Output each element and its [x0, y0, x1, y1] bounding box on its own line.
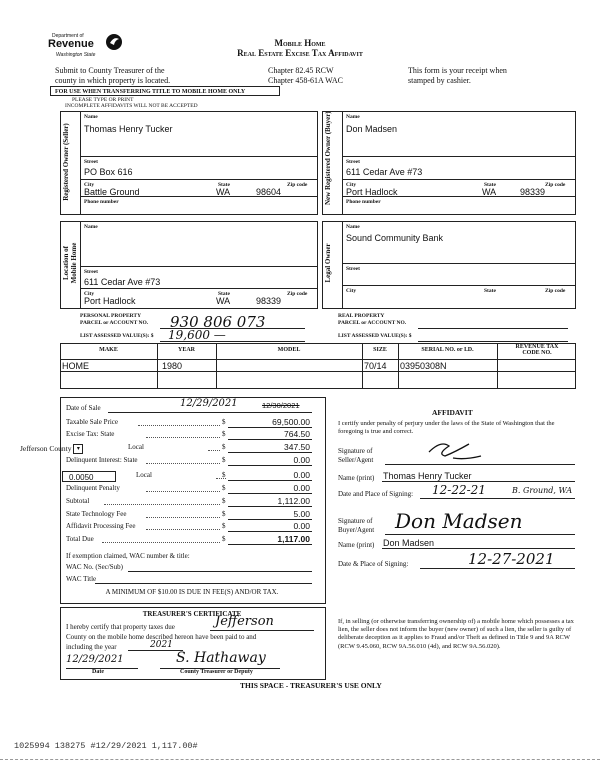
buyer-phone-label: Phone number	[346, 199, 381, 205]
date-of-sale-value: 12/29/2021	[180, 398, 238, 409]
logo-agency-state: Washington State	[56, 52, 96, 58]
form-title-line1: Mobile Home	[274, 38, 326, 48]
leader-dots	[104, 504, 220, 505]
treasurer-signature: S. Hathaway	[176, 650, 266, 666]
buyer-section-label: New Registered Owner (Buyer)	[324, 111, 332, 205]
subtotal-value: 1,112.00	[277, 496, 310, 506]
buyer-city: Port Hadlock	[346, 187, 398, 197]
legal-owner-section-label: Legal Owner	[324, 243, 332, 283]
total-due-dollar: $	[222, 535, 226, 543]
delinquent-penalty-dollar: $	[222, 484, 226, 492]
treasurer-use-only: THIS SPACE - TREASURER'S USE ONLY	[240, 681, 382, 690]
seller-city-label: City	[84, 182, 95, 188]
seller-date-place-label: Date and Place of Signing:	[338, 490, 414, 498]
personal-assessed-label: LIST ASSESSED VALUE(S): $	[80, 333, 154, 339]
row1-make: HOME	[62, 361, 89, 371]
state-technology-fee-dollar: $	[222, 510, 226, 518]
seller-name-print: Thomas Henry Tucker	[383, 471, 472, 481]
seller-section-label: Registered Owner (Seller)	[62, 123, 70, 201]
total-due-value: 1,117.00	[277, 534, 310, 544]
state-technology-fee-value: 5.00	[293, 509, 310, 519]
col-model: MODEL	[277, 347, 301, 353]
seller-name-label: Name	[84, 114, 98, 120]
seller-signature-label	[338, 447, 373, 465]
row1-size: 70/14	[364, 361, 387, 371]
excise-tax-state-dollar: $	[222, 430, 226, 438]
seller-street-label: Street	[84, 159, 98, 165]
chapter-line1: Chapter 82.45 RCW	[268, 66, 334, 75]
local-rate: 0.0050	[69, 473, 94, 482]
use-notice: FOR USE WHEN TRANSFERRING TITLE TO MOBILE HOME ONLY	[55, 89, 246, 95]
real-assessed-label: LIST ASSESSED VALUE(S): $	[338, 333, 412, 339]
buyer-date-signed: 12-27-2021	[468, 550, 555, 568]
col-year: YEAR	[177, 347, 195, 353]
buyer-signature-label	[338, 517, 374, 535]
legal-owner-zip-label: Zip code	[545, 288, 566, 294]
logo-agency-small: Department of	[52, 33, 84, 39]
seller-city: Battle Ground	[84, 187, 140, 197]
seller-phone-label: Phone number	[84, 199, 119, 205]
buyer-city-label: City	[346, 182, 357, 188]
leader-dots	[146, 463, 220, 464]
subtotal-dollar: $	[222, 497, 226, 505]
exemption-label: If exemption claimed, WAC number & title:	[66, 552, 190, 560]
buyer-name-print: Don Madsen	[383, 538, 435, 548]
seller-street: PO Box 616	[84, 167, 133, 177]
legal-owner-street-label: Street	[346, 266, 360, 272]
col-serial: SERIAL NO. or I.D.	[421, 347, 474, 353]
date-of-sale-struck: 12/30/2021	[262, 401, 300, 410]
location-street: 611 Cedar Ave #73	[84, 277, 161, 287]
affidavit-processing-fee-dollar: $	[222, 522, 226, 530]
delinquent-interest-local-dollar: $	[222, 471, 226, 479]
delinquent-interest-state-dollar: $	[222, 456, 226, 464]
buyer-sig-label2: Buyer/Agent	[338, 526, 375, 534]
col-revenue-code: REVENUE TAX CODE NO.	[515, 344, 559, 356]
form-title	[200, 38, 400, 58]
seller-state-label: State	[218, 182, 230, 188]
personal-assessed-value: 19,600 —	[168, 328, 226, 342]
delinquent-penalty-value: 0.00	[293, 483, 310, 493]
leader-dots	[138, 425, 220, 426]
seller-date-signed: 12-22-21	[432, 483, 486, 497]
seller-place-signed: B. Ground, WA	[512, 486, 573, 495]
location-state: WA	[216, 296, 231, 306]
leader-dots	[146, 437, 220, 438]
leader-dots	[146, 517, 220, 518]
submit-instructions	[55, 66, 170, 86]
treasurer-date-label: Date	[92, 669, 104, 675]
excise-tax-state-label: Excise Tax: State	[66, 430, 115, 438]
col-size: SIZE	[373, 347, 387, 353]
wac-no-label: WAC No. (Sec/Sub)	[66, 563, 123, 571]
affidavit-processing-fee-value: 0.00	[293, 521, 310, 531]
location-label-line2: Mobile Home	[70, 242, 78, 284]
submit-line1: Submit to County Treasurer of the	[55, 66, 165, 75]
chapter-line2: Chapter 458-61A WAC	[268, 76, 343, 85]
state-technology-fee-label: State Technology Fee	[66, 510, 127, 518]
location-street-label: Street	[84, 269, 98, 275]
real-parcel-label	[338, 313, 406, 327]
leader-dots	[102, 542, 220, 543]
form-title-line2: Real Estate Excise Tax Affidavit	[237, 48, 363, 58]
revenue-emblem-icon	[105, 33, 123, 51]
delinquent-interest-local-label: Local	[136, 471, 152, 479]
location-city: Port Hadlock	[84, 296, 136, 306]
local-rate-box	[62, 471, 116, 482]
logo-agency-name: Revenue	[48, 38, 94, 50]
chapter-reference	[268, 66, 343, 86]
real-parcel-label2: PARCEL or ACCOUNT NO.	[338, 320, 407, 326]
tax-lien-notice: If, in selling (or otherwise transferring ownership of) a mobile home which possesses a tax lien, the seller does not inform the buyer (new owner) of such a lien, the seller is guilty of deliberate deception as it applies to Fraud and/or Theft as defined in Title 9 and 9A RCW (RCW 9.45.060, RCW 9A.56.010 (4d), and RCW 9A.56.020).	[338, 618, 574, 650]
excise-tax-state-value: 764.50	[284, 429, 310, 439]
receipt-line1: This form is your receipt when	[408, 66, 507, 75]
row1-year: 1980	[162, 361, 183, 371]
total-due-label: Total Due	[66, 535, 94, 543]
personal-parcel-label	[80, 313, 148, 327]
excise-tax-local-value: 347.50	[284, 442, 310, 452]
type-notice: PLEASE TYPE OR PRINT	[72, 97, 134, 103]
col-make: MAKE	[99, 347, 118, 353]
seller-name-print-label: Name (print)	[338, 474, 375, 482]
delinquent-interest-state-label: Delinquent Interest: State	[66, 456, 138, 464]
real-parcel-label1: REAL PROPERTY	[338, 313, 385, 319]
location-state-label: State	[218, 291, 230, 297]
treasurer-line1: I hereby certify that property taxes due	[66, 623, 175, 631]
wac-title-label: WAC Title	[66, 575, 97, 583]
county-name: Jefferson	[20, 444, 48, 453]
seller-signature-mark	[425, 438, 485, 464]
affidavit-title: AFFIDAVIT	[432, 408, 473, 417]
seller-name: Thomas Henry Tucker	[84, 124, 173, 134]
receipt-line2: stamped by cashier.	[408, 76, 471, 85]
legal-owner-state-label: State	[484, 288, 496, 294]
county-selector[interactable]	[20, 444, 83, 454]
leader-dots	[146, 529, 220, 530]
buyer-name: Don Madsen	[346, 124, 398, 134]
location-zip-label: Zip code	[287, 291, 308, 297]
taxable-sale-price-dollar: $	[222, 418, 226, 426]
personal-parcel-label2: PARCEL or ACCOUNT NO.	[80, 320, 149, 326]
buyer-zip-label: Zip code	[545, 182, 566, 188]
treasurer-year: 2021	[150, 640, 173, 650]
location-city-label: City	[84, 291, 95, 297]
seller-zip-label: Zip code	[287, 182, 308, 188]
submit-line2: county in which property is located.	[55, 76, 171, 85]
treasurer-date: 12/29/2021	[66, 654, 124, 665]
buyer-state: WA	[482, 187, 497, 197]
seller-sig-label2: Seller/Agent	[338, 456, 374, 464]
affidavit-processing-fee-label: Affidavit Processing Fee	[66, 522, 136, 530]
county-suffix: County	[49, 444, 72, 453]
leader-dots	[208, 450, 220, 451]
treasurer-county: Jefferson	[215, 614, 274, 629]
excise-tax-local-label: Local	[128, 443, 144, 451]
subtotal-label: Subtotal	[66, 497, 90, 505]
seller-state: WA	[216, 187, 231, 197]
treasurer-line3: including the year	[66, 643, 117, 651]
delinquent-interest-state-value: 0.00	[293, 455, 310, 465]
date-of-sale-label: Date of Sale	[66, 404, 101, 412]
legal-owner-city-label: City	[346, 288, 357, 294]
seller-sig-label1: Signature of	[338, 447, 373, 455]
buyer-signature: Don Madsen	[395, 509, 523, 533]
buyer-date-place-label: Date & Place of Signing:	[338, 560, 409, 568]
legal-owner-name: Sound Community Bank	[346, 233, 444, 243]
treasurer-certificate-title: TREASURER'S CERTIFICATE	[142, 610, 242, 618]
row1-serial: 03950308N	[400, 361, 447, 371]
delinquent-penalty-label: Delinquent Penalty	[66, 484, 120, 492]
incomplete-notice: INCOMPLETE AFFIDAVITS WILL NOT BE ACCEPTED	[65, 103, 198, 109]
location-zip: 98339	[256, 296, 282, 306]
taxable-sale-price-label: Taxable Sale Price	[66, 418, 118, 426]
leader-dots	[146, 491, 220, 492]
location-label-line1: Location of	[62, 245, 70, 281]
use-notice-box	[50, 86, 280, 96]
location-name-label: Name	[84, 224, 98, 230]
buyer-state-label: State	[484, 182, 496, 188]
personal-parcel-label1: PERSONAL PROPERTY	[80, 313, 142, 319]
buyer-street: 611 Cedar Ave #73	[346, 167, 423, 177]
receipt-note	[408, 66, 507, 86]
treasurer-signer-label: County Treasurer or Deputy	[180, 669, 253, 675]
personal-parcel-value: 930 806 073	[170, 313, 266, 331]
buyer-sig-label1: Signature of	[338, 517, 373, 525]
affidavit-certify-text: I certify under penalty of perjury under the laws of the State of Washington that the foregoing is true and correct.	[338, 420, 555, 435]
buyer-zip: 98339	[520, 187, 546, 197]
revenue-logo	[48, 33, 126, 65]
delinquent-interest-local-value: 0.00	[293, 470, 310, 480]
county-dropdown-icon[interactable]: ▾	[73, 444, 83, 454]
minimum-notice: A MINIMUM OF $10.00 IS DUE IN FEE(S) AND/OR TAX.	[105, 588, 279, 596]
seller-zip: 98604	[256, 187, 282, 197]
treasurer-line2: County on the mobile home described hereon have been paid to and	[66, 633, 257, 641]
location-section-label	[62, 226, 78, 300]
legal-owner-name-label: Name	[346, 224, 360, 230]
buyer-name-print-label: Name (print)	[338, 541, 375, 549]
buyer-street-label: Street	[346, 159, 360, 165]
taxable-sale-price-value: 69,500.00	[272, 417, 310, 427]
excise-tax-local-dollar: $	[222, 443, 226, 451]
buyer-name-label: Name	[346, 114, 360, 120]
receipt-stamp: 1025994 138275 #12/29/2021 1,117.00#	[14, 741, 198, 751]
